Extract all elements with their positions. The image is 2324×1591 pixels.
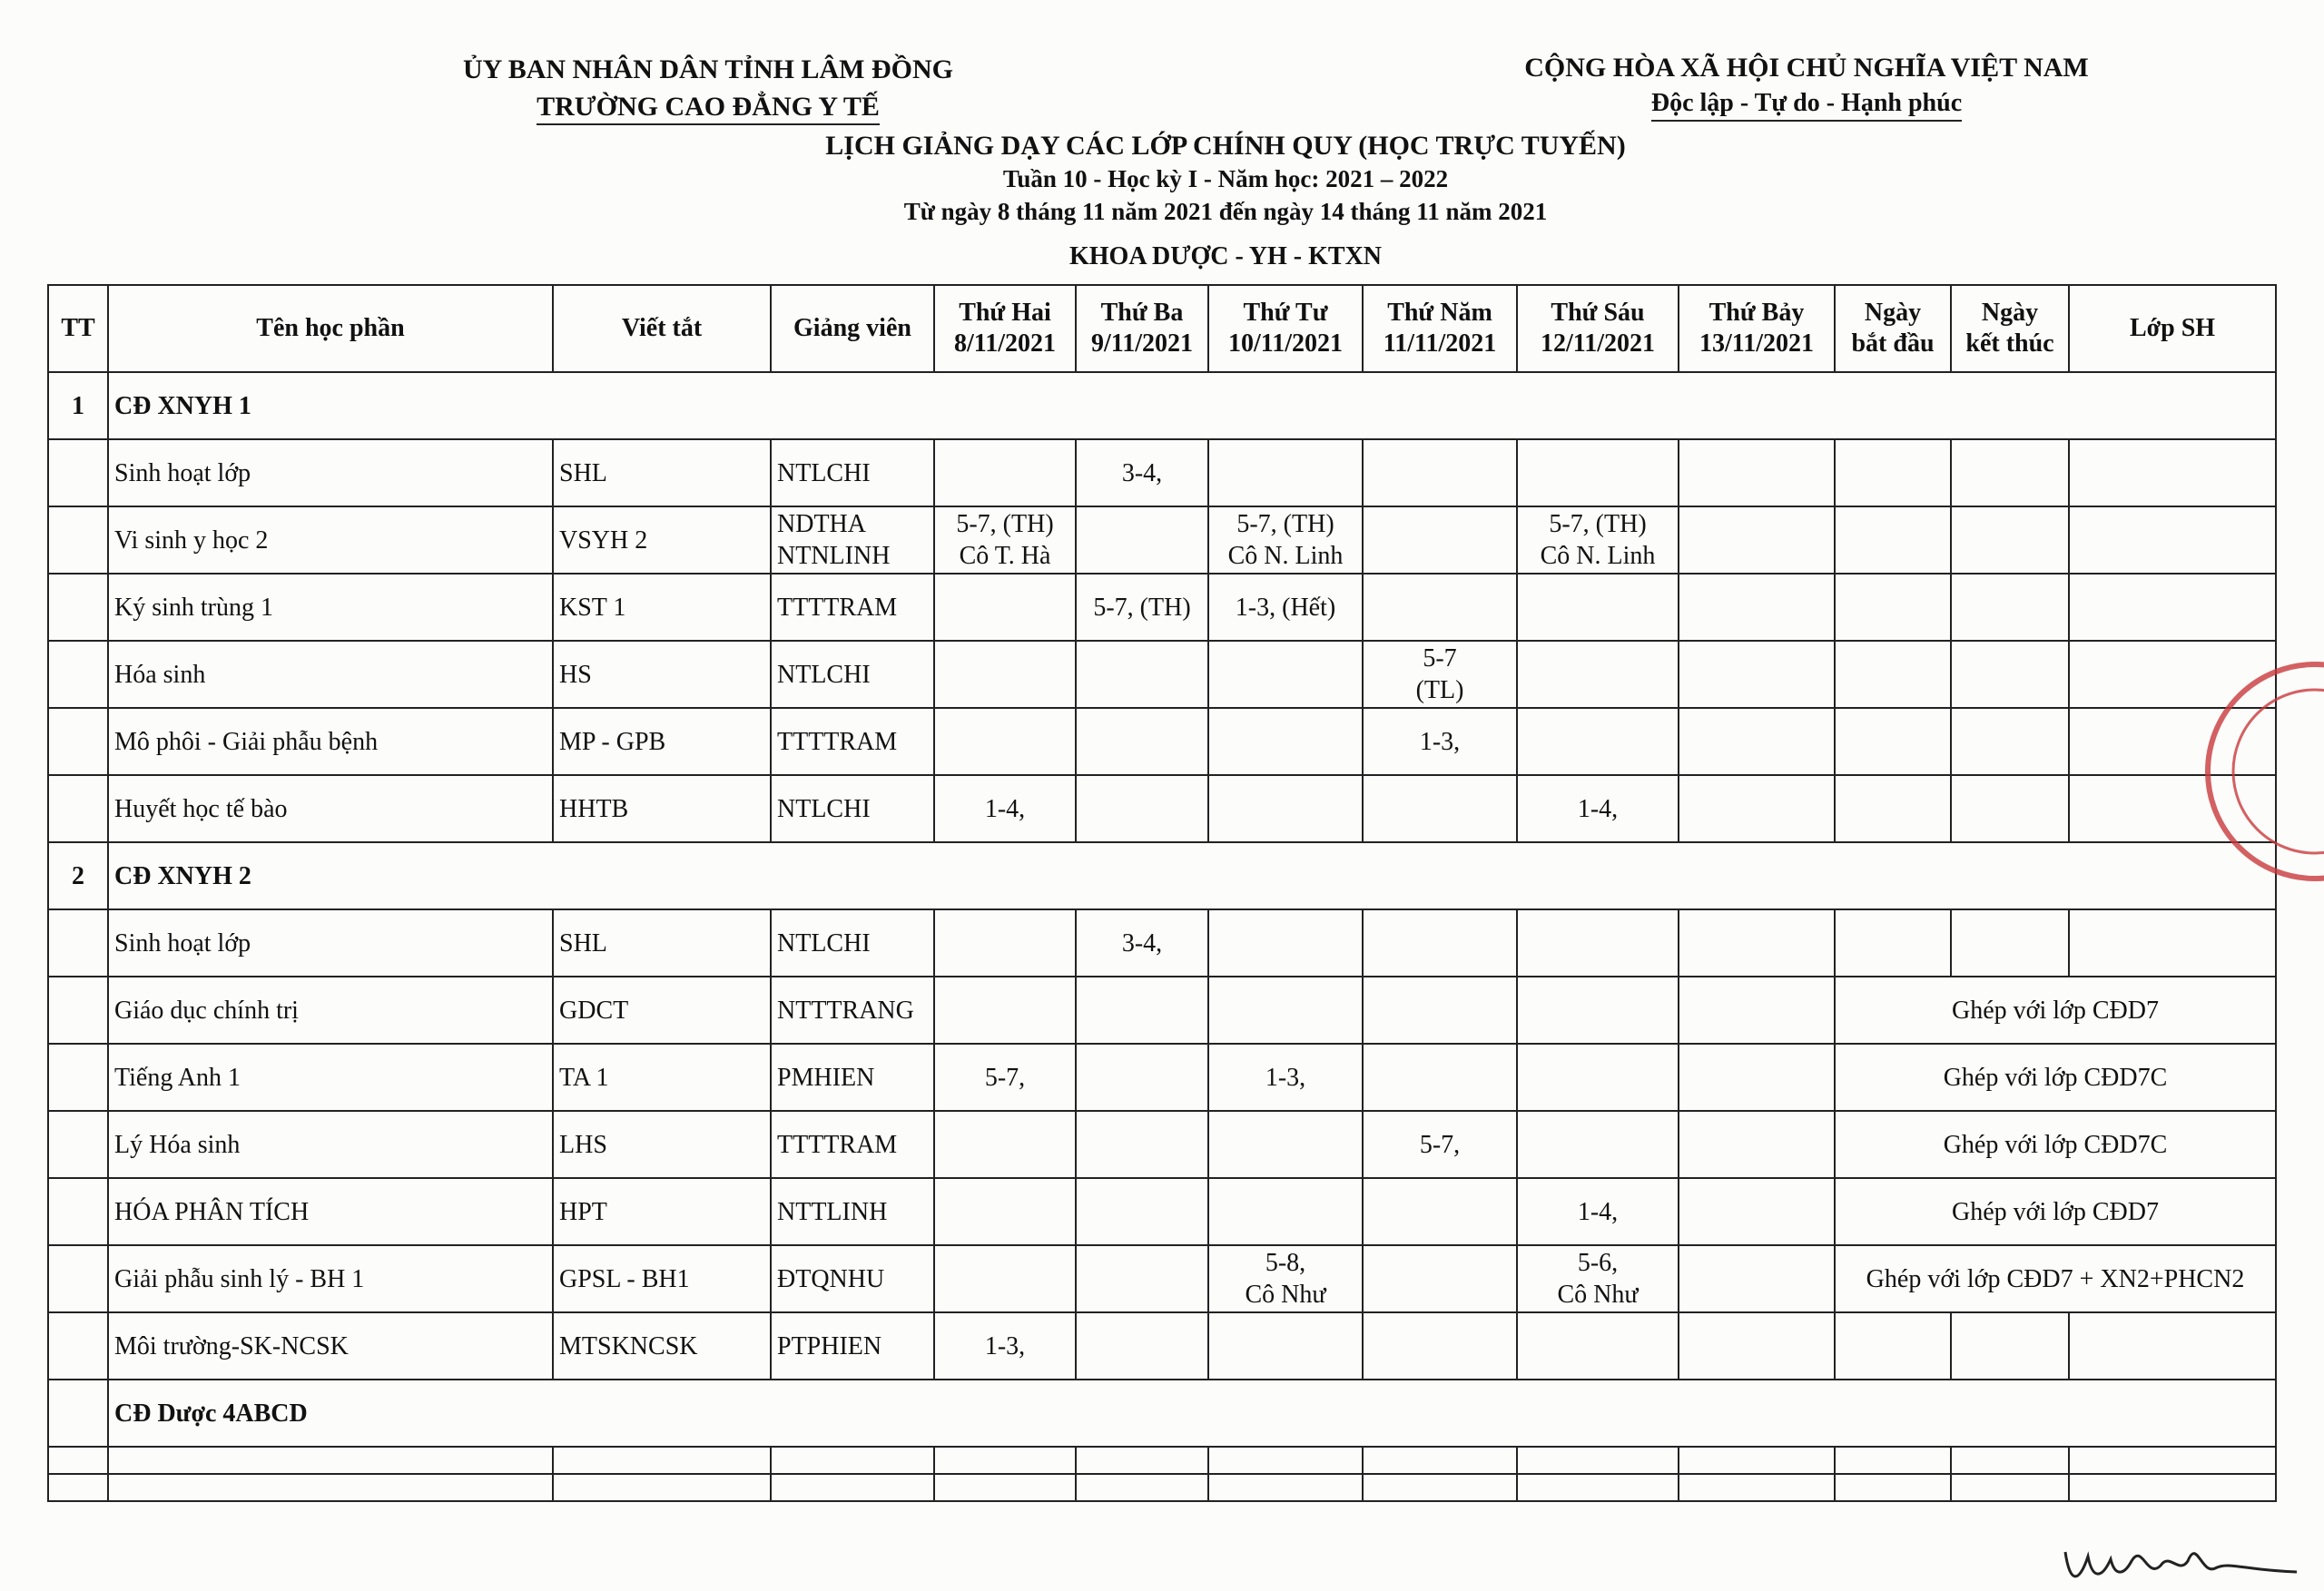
table-row <box>48 1178 2276 1245</box>
end-date <box>1951 506 2069 574</box>
empty-cell <box>108 1474 553 1501</box>
empty-cell <box>48 1447 108 1474</box>
class-group-name: CĐ Dược 4ABCD <box>108 1380 2276 1447</box>
empty-cell <box>1076 1474 1208 1501</box>
row-tt <box>48 1111 108 1178</box>
lecturer <box>771 1245 934 1312</box>
table-row <box>48 708 2276 775</box>
table-row <box>48 775 2276 842</box>
schedule-monday <box>934 1044 1076 1111</box>
schedule-monday-line: 1-3, <box>984 1331 1026 1360</box>
schedule-friday <box>1517 1111 1679 1178</box>
subject-abbr: GDCT <box>553 977 771 1044</box>
schedule-saturday <box>1679 977 1835 1044</box>
lecturer-line: TTTTRAM <box>777 593 898 622</box>
schedule-monday <box>934 574 1076 641</box>
lecturer <box>771 775 934 842</box>
empty-cell <box>1517 1447 1679 1474</box>
empty-row <box>48 1447 2276 1474</box>
group-number <box>48 1380 108 1447</box>
document-title: LỊCH GIẢNG DẠY CÁC LỚP CHÍNH QUY (HỌC TRỰC TUYẾN) <box>825 131 1626 161</box>
table-row <box>48 1312 2276 1380</box>
end-date <box>1951 1312 2069 1380</box>
row-tt <box>48 1312 108 1380</box>
row-tt <box>48 506 108 574</box>
subject-name: Giáo dục chính trị <box>108 977 553 1044</box>
schedule-friday <box>1517 1044 1679 1111</box>
lecturer <box>771 1178 934 1245</box>
schedule-wednesday <box>1208 641 1363 708</box>
schedule-tuesday <box>1076 506 1208 574</box>
schedule-tuesday <box>1076 1044 1208 1111</box>
row-tt <box>48 641 108 708</box>
schedule-friday-line: 1-4, <box>1577 794 1619 823</box>
col-header-wednesday: Thứ Tư 10/11/2021 <box>1208 285 1363 372</box>
empty-cell <box>934 1447 1076 1474</box>
schedule-wednesday <box>1208 439 1363 506</box>
schedule-tuesday <box>1076 708 1208 775</box>
schedule-wednesday-line: 5-7, (TH) <box>1236 510 1334 538</box>
schedule-wednesday <box>1208 1111 1363 1178</box>
schedule-friday-line: 1-4, <box>1577 1197 1619 1226</box>
col-header-thursday: Thứ Năm 11/11/2021 <box>1363 285 1517 372</box>
start-date <box>1835 439 1951 506</box>
lecturer <box>771 1312 934 1380</box>
empty-cell <box>1835 1474 1951 1501</box>
schedule-thursday <box>1363 1312 1517 1380</box>
empty-cell <box>1679 1474 1835 1501</box>
schedule-saturday <box>1679 641 1835 708</box>
col-header-subject: Tên học phần <box>108 285 553 372</box>
merge-note: Ghép với lớp CĐD7 + XN2+PHCN2 <box>1835 1245 2276 1312</box>
lecturer-line: TTTTRAM <box>777 727 898 756</box>
schedule-tuesday <box>1076 439 1208 506</box>
schedule-monday <box>934 909 1076 977</box>
empty-cell <box>1951 1447 2069 1474</box>
schedule-tuesday <box>1076 977 1208 1044</box>
signature <box>2061 1534 2306 1588</box>
schedule-friday <box>1517 909 1679 977</box>
schedule-friday <box>1517 1245 1679 1312</box>
class-group-name: CĐ XNYH 2 <box>108 842 2276 909</box>
empty-cell <box>1208 1447 1363 1474</box>
subject-name: Môi trường-SK-NCSK <box>108 1312 553 1380</box>
lecturer-line: NTLCHI <box>777 458 871 487</box>
schedule-friday-line: 5-6, <box>1577 1249 1619 1277</box>
end-date <box>1951 439 2069 506</box>
end-date <box>1951 909 2069 977</box>
table-row <box>48 909 2276 977</box>
schedule-thursday <box>1363 1044 1517 1111</box>
lecturer-line: ĐTQNHU <box>777 1264 885 1293</box>
lecturer <box>771 1044 934 1111</box>
national-name: CỘNG HÒA XÃ HỘI CHỦ NGHĨA VIỆT NAM <box>1524 53 2089 83</box>
faculty-name: KHOA DƯỢC - YH - KTXN <box>1068 242 1383 270</box>
row-tt <box>48 708 108 775</box>
subject-name: Ký sinh trùng 1 <box>108 574 553 641</box>
schedule-thursday <box>1363 1245 1517 1312</box>
class-sh <box>2069 439 2276 506</box>
start-date <box>1835 708 1951 775</box>
table-row <box>48 439 2276 506</box>
lecturer <box>771 1111 934 1178</box>
col-header-saturday: Thứ Bảy 13/11/2021 <box>1679 285 1835 372</box>
group-number: 1 <box>48 372 108 439</box>
schedule-saturday <box>1679 574 1835 641</box>
lecturer-line: NDTHA <box>777 510 866 538</box>
subject-name: Lý Hóa sinh <box>108 1111 553 1178</box>
merge-note: Ghép với lớp CĐD7C <box>1835 1111 2276 1178</box>
schedule-tuesday <box>1076 909 1208 977</box>
empty-cell <box>2069 1447 2276 1474</box>
schedule-saturday <box>1679 1312 1835 1380</box>
lecturer-line: NTLCHI <box>777 928 871 958</box>
empty-cell <box>1076 1447 1208 1474</box>
schedule-monday <box>934 439 1076 506</box>
empty-cell <box>553 1447 771 1474</box>
subject-abbr: SHL <box>553 909 771 977</box>
schedule-monday-line: Cô T. Hà <box>959 542 1051 570</box>
subject-name: Tiếng Anh 1 <box>108 1044 553 1111</box>
empty-cell <box>1835 1447 1951 1474</box>
col-header-friday: Thứ Sáu 12/11/2021 <box>1517 285 1679 372</box>
subject-abbr: VSYH 2 <box>553 506 771 574</box>
schedule-friday <box>1517 708 1679 775</box>
schedule-monday-line: 1-4, <box>984 794 1026 823</box>
row-tt <box>48 439 108 506</box>
schedule-table <box>47 284 2277 1502</box>
empty-cell <box>1363 1447 1517 1474</box>
class-sh <box>2069 1312 2276 1380</box>
row-tt <box>48 1178 108 1245</box>
subject-name: Sinh hoạt lớp <box>108 909 553 977</box>
table-row <box>48 977 2276 1044</box>
schedule-saturday <box>1679 909 1835 977</box>
end-date <box>1951 775 2069 842</box>
col-header-tt: TT <box>48 285 108 372</box>
subject-abbr: KST 1 <box>553 574 771 641</box>
empty-cell <box>1208 1474 1363 1501</box>
schedule-thursday <box>1363 708 1517 775</box>
schedule-tuesday <box>1076 641 1208 708</box>
row-tt <box>48 1245 108 1312</box>
schedule-wednesday <box>1208 1245 1363 1312</box>
schedule-saturday <box>1679 708 1835 775</box>
schedule-friday <box>1517 1178 1679 1245</box>
official-stamp <box>2197 653 2324 889</box>
col-header-abbr: Viết tắt <box>553 285 771 372</box>
schedule-saturday <box>1679 1245 1835 1312</box>
class-group-row <box>48 1380 2276 1447</box>
schedule-wednesday <box>1208 977 1363 1044</box>
lecturer <box>771 439 934 506</box>
national-header <box>1489 53 2124 122</box>
schedule-friday-line: Cô Như <box>1557 1281 1639 1309</box>
empty-cell <box>771 1447 934 1474</box>
empty-cell <box>1951 1474 2069 1501</box>
schedule-tuesday-line: 3-4, <box>1121 458 1163 487</box>
lecturer-line: PMHIEN <box>777 1063 875 1092</box>
empty-cell <box>553 1474 771 1501</box>
schedule-wednesday-line: 1-3, (Hết) <box>1235 593 1336 622</box>
subject-name: Huyết học tế bào <box>108 775 553 842</box>
subject-name: Hóa sinh <box>108 641 553 708</box>
schedule-saturday <box>1679 1044 1835 1111</box>
subject-name: Mô phôi - Giải phẫu bệnh <box>108 708 553 775</box>
col-header-class: Lớp SH <box>2069 285 2276 372</box>
schedule-wednesday <box>1208 775 1363 842</box>
subject-abbr: GPSL - BH1 <box>553 1245 771 1312</box>
lecturer-line: NTLCHI <box>777 794 871 823</box>
schedule-monday-line: 5-7, (TH) <box>956 510 1054 538</box>
table-row <box>48 574 2276 641</box>
schedule-monday <box>934 977 1076 1044</box>
schedule-friday-line: Cô N. Linh <box>1540 542 1656 570</box>
row-tt <box>48 775 108 842</box>
row-tt <box>48 977 108 1044</box>
subject-abbr: TA 1 <box>553 1044 771 1111</box>
merge-note: Ghép với lớp CĐD7C <box>1835 1044 2276 1111</box>
schedule-friday <box>1517 1312 1679 1380</box>
schedule-saturday <box>1679 1111 1835 1178</box>
schedule-thursday-line: 5-7 <box>1423 644 1457 673</box>
subject-name: Vi sinh y học 2 <box>108 506 553 574</box>
class-sh <box>2069 909 2276 977</box>
schedule-wednesday <box>1208 506 1363 574</box>
schedule-thursday <box>1363 775 1517 842</box>
end-date <box>1951 574 2069 641</box>
schedule-thursday-line: (TL) <box>1415 676 1464 704</box>
schedule-monday <box>934 1245 1076 1312</box>
row-tt <box>48 1044 108 1111</box>
schedule-wednesday-line: Cô Như <box>1245 1281 1326 1309</box>
table-row <box>48 1245 2276 1312</box>
start-date <box>1835 775 1951 842</box>
empty-cell <box>1517 1474 1679 1501</box>
schedule-thursday <box>1363 909 1517 977</box>
subject-abbr: MTSKNCSK <box>553 1312 771 1380</box>
lecturer <box>771 708 934 775</box>
table-row <box>48 1111 2276 1178</box>
lecturer-line: NTLCHI <box>777 660 871 689</box>
end-date <box>1951 708 2069 775</box>
schedule-tuesday-line: 3-4, <box>1121 928 1163 958</box>
schedule-wednesday <box>1208 1312 1363 1380</box>
empty-row <box>48 1474 2276 1501</box>
schedule-friday <box>1517 439 1679 506</box>
schedule-thursday <box>1363 641 1517 708</box>
table-row <box>48 1044 2276 1111</box>
empty-cell <box>108 1447 553 1474</box>
empty-cell <box>934 1474 1076 1501</box>
merge-note: Ghép với lớp CĐD7 <box>1835 977 2276 1044</box>
class-sh <box>2069 506 2276 574</box>
subject-abbr: MP - GPB <box>553 708 771 775</box>
schedule-tuesday <box>1076 1245 1208 1312</box>
col-header-start-date: Ngày bắt đầu <box>1835 285 1951 372</box>
schedule-wednesday <box>1208 708 1363 775</box>
lecturer-line: NTNLINH <box>777 542 891 570</box>
subject-abbr: HHTB <box>553 775 771 842</box>
lecturer <box>771 909 934 977</box>
schedule-thursday <box>1363 574 1517 641</box>
row-tt <box>48 574 108 641</box>
subject-name: Giải phẫu sinh lý - BH 1 <box>108 1245 553 1312</box>
subject-abbr: HS <box>553 641 771 708</box>
row-tt <box>48 909 108 977</box>
schedule-thursday-line: 1-3, <box>1419 727 1461 756</box>
schedule-monday <box>934 1178 1076 1245</box>
schedule-wednesday <box>1208 1044 1363 1111</box>
schedule-tuesday-line: 5-7, (TH) <box>1093 593 1191 622</box>
week-line: Tuần 10 - Học kỳ I - Năm học: 2021 – 2022 <box>1002 165 1449 192</box>
schedule-monday <box>934 1111 1076 1178</box>
empty-cell <box>1679 1447 1835 1474</box>
subject-name: Sinh hoạt lớp <box>108 439 553 506</box>
schedule-friday <box>1517 574 1679 641</box>
group-number: 2 <box>48 842 108 909</box>
schedule-friday <box>1517 641 1679 708</box>
schedule-monday <box>934 641 1076 708</box>
empty-cell <box>771 1474 934 1501</box>
schedule-wednesday <box>1208 1178 1363 1245</box>
issuer-header <box>436 54 980 125</box>
schedule-tuesday <box>1076 574 1208 641</box>
subject-abbr: LHS <box>553 1111 771 1178</box>
class-group-row <box>48 842 2276 909</box>
end-date <box>1951 641 2069 708</box>
empty-cell <box>1363 1474 1517 1501</box>
schedule-friday-line: 5-7, (TH) <box>1549 510 1647 538</box>
subject-abbr: HPT <box>553 1178 771 1245</box>
lecturer-line: NTTLINH <box>777 1197 888 1226</box>
national-motto: Độc lập - Tự do - Hạnh phúc <box>1651 90 1962 122</box>
issuer-province: ỦY BAN NHÂN DÂN TỈNH LÂM ĐỒNG <box>462 54 953 84</box>
schedule-monday <box>934 775 1076 842</box>
schedule-monday-line: 5-7, <box>984 1063 1026 1092</box>
schedule-thursday <box>1363 439 1517 506</box>
lecturer-line: NTTTRANG <box>777 996 914 1025</box>
schedule-tuesday <box>1076 1111 1208 1178</box>
class-group-row <box>48 372 2276 439</box>
schedule-friday <box>1517 506 1679 574</box>
schedule-wednesday <box>1208 909 1363 977</box>
schedule-thursday <box>1363 977 1517 1044</box>
table-row <box>48 506 2276 574</box>
empty-cell <box>48 1474 108 1501</box>
schedule-friday <box>1517 775 1679 842</box>
start-date <box>1835 1312 1951 1380</box>
table-row <box>48 641 2276 708</box>
schedule-tuesday <box>1076 1178 1208 1245</box>
schedule-wednesday-line: 1-3, <box>1265 1063 1306 1092</box>
schedule-monday <box>934 708 1076 775</box>
schedule-tuesday <box>1076 1312 1208 1380</box>
lecturer-line: TTTTRAM <box>777 1130 898 1159</box>
lecturer <box>771 506 934 574</box>
schedule-saturday <box>1679 506 1835 574</box>
schedule-thursday <box>1363 506 1517 574</box>
schedule-saturday <box>1679 1178 1835 1245</box>
class-sh <box>2069 574 2276 641</box>
empty-cell <box>2069 1474 2276 1501</box>
class-group-name: CĐ XNYH 1 <box>108 372 2276 439</box>
col-header-lecturer: Giảng viên <box>771 285 934 372</box>
subject-abbr: SHL <box>553 439 771 506</box>
lecturer-line: PTPHIEN <box>777 1331 882 1360</box>
schedule-tuesday <box>1076 775 1208 842</box>
schedule-wednesday <box>1208 574 1363 641</box>
schedule-saturday <box>1679 439 1835 506</box>
schedule-friday <box>1517 977 1679 1044</box>
schedule-monday <box>934 506 1076 574</box>
start-date <box>1835 909 1951 977</box>
schedule-monday <box>934 1312 1076 1380</box>
table-header-row <box>48 285 2276 372</box>
col-header-tuesday: Thứ Ba 9/11/2021 <box>1076 285 1208 372</box>
schedule-saturday <box>1679 775 1835 842</box>
lecturer <box>771 977 934 1044</box>
issuer-school: TRƯỜNG CAO ĐẲNG Y TẾ <box>537 92 880 125</box>
subject-name: HÓA PHÂN TÍCH <box>108 1178 553 1245</box>
schedule-wednesday-line: Cô N. Linh <box>1227 542 1344 570</box>
document-title-block <box>635 131 1816 231</box>
merge-note: Ghép với lớp CĐD7 <box>1835 1178 2276 1245</box>
start-date <box>1835 574 1951 641</box>
schedule-thursday <box>1363 1111 1517 1178</box>
start-date <box>1835 641 1951 708</box>
start-date <box>1835 506 1951 574</box>
col-header-end-date: Ngày kết thúc <box>1951 285 2069 372</box>
date-range-line: Từ ngày 8 tháng 11 năm 2021 đến ngày 14 tháng 11 năm 2021 <box>903 197 1548 225</box>
lecturer <box>771 574 934 641</box>
schedule-thursday-line: 5-7, <box>1419 1130 1461 1159</box>
schedule-wednesday-line: 5-8, <box>1265 1249 1306 1277</box>
schedule-thursday <box>1363 1178 1517 1245</box>
col-header-monday: Thứ Hai 8/11/2021 <box>934 285 1076 372</box>
lecturer <box>771 641 934 708</box>
